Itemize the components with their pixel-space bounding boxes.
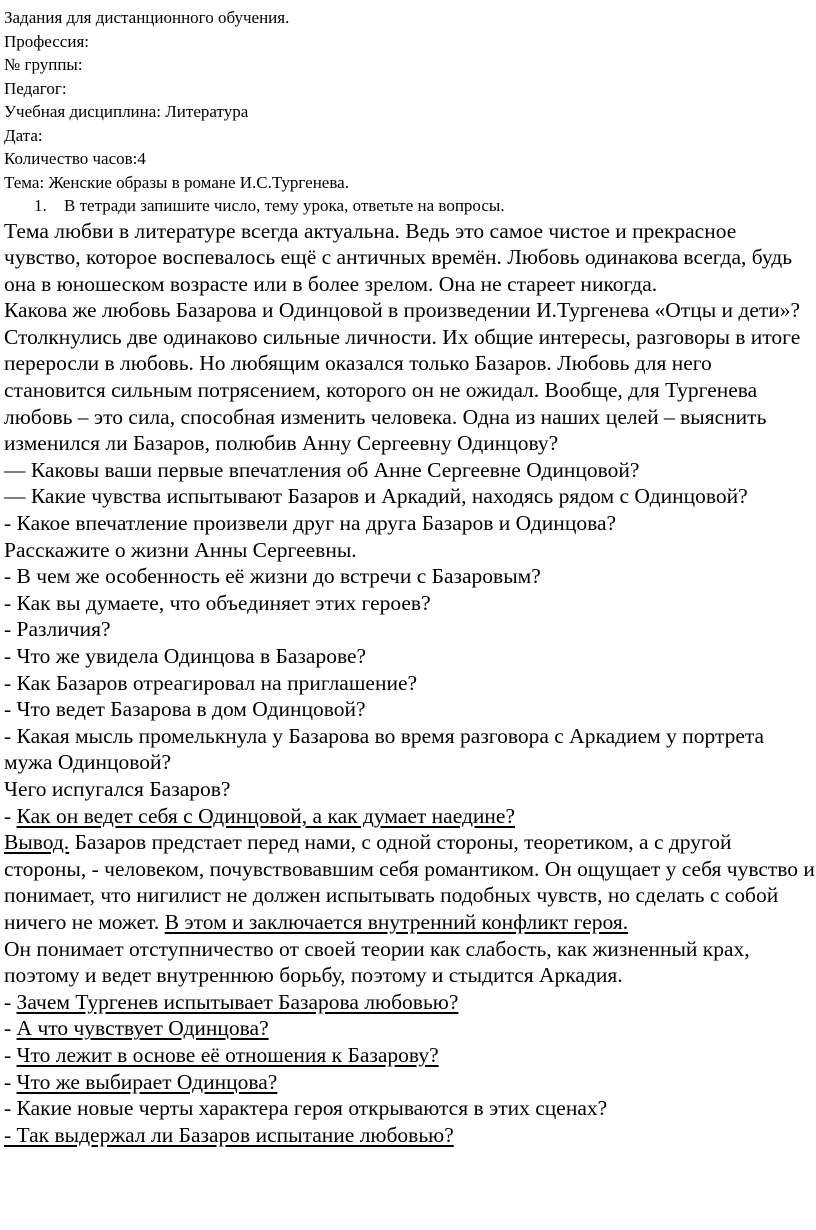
question-10: - Что ведет Базарова в дом Одинцовой? bbox=[4, 697, 366, 722]
topic-field: Тема: Женские образы в романе И.С.Тургенева. bbox=[4, 172, 349, 192]
question-4: Расскажите о жизни Анны Сергеевны. bbox=[4, 537, 357, 562]
paragraph-intro: Тема любви в литературе всегда актуальна. Ведь это самое чистое и прекрасное чувство, которое воспевалось ещё с античных времён. Любовь одинакова всегда, будь она в юношеском возрасте или в более зрелом. Она не стареет никогда. bbox=[4, 218, 793, 296]
teacher-field: Педагог: bbox=[4, 78, 67, 98]
paragraph-context: Столкнулись две одинаково сильные личности. Их общие интересы, разговоры в итоге переросли в любовь. Но любящим оказался только Базаров. Любовь для него становится сильным потрясением, которого он не ожидал. Вообще, для Тургенева любовь – это сила, способная изменить человека. Одна из наших целей – выяснить изменился ли Базаров, полюбив Анну Сергеевну Одинцову? bbox=[4, 324, 801, 456]
body-text bbox=[4, 218, 816, 1149]
question-7: - Различия? bbox=[4, 617, 111, 642]
question-15-text: А что чувствует Одинцова? bbox=[16, 1016, 269, 1041]
question-13-text: Как он ведет себя с Одинцовой, а как думает наедине? bbox=[16, 803, 515, 828]
question-14 bbox=[4, 989, 816, 1016]
question-17 bbox=[4, 1069, 816, 1096]
question-8: - Что же увидела Одинцова в Базарове? bbox=[4, 644, 367, 668]
conclusion-paragraph bbox=[4, 829, 816, 935]
conclusion-label: Вывод. bbox=[4, 830, 70, 855]
question-12: Чего испугался Базаров? bbox=[4, 776, 231, 801]
question-14-text: Зачем Тургенев испытывает Базарова любовью? bbox=[16, 989, 459, 1014]
question-19 bbox=[4, 1122, 816, 1149]
question-13 bbox=[4, 803, 816, 830]
profession-field: Профессия: bbox=[4, 31, 89, 51]
question-9: - Как Базаров отреагировал на приглашение? bbox=[4, 670, 418, 695]
question-6: - Как вы думаете, что объединяет этих героев? bbox=[4, 590, 431, 615]
question-18: - Какие новые черты характера героя открываются в этих сценах? bbox=[4, 1096, 608, 1121]
question-11: - Какая мысль промелькнула у Базарова во время разговора с Аркадием у портрета мужа Одинцовой? bbox=[4, 723, 765, 775]
paragraph-question-main: Какова же любовь Базарова и Одинцовой в произведении И.Тургенева «Отцы и дети»? bbox=[4, 298, 801, 323]
task-number: 1. bbox=[34, 196, 47, 215]
conclusion-underlined: В этом и заключается внутренний конфликт героя. bbox=[164, 909, 629, 934]
hours-field: Количество часов:4 bbox=[4, 149, 146, 168]
conclusion-text: Базаров предстает перед нами, с одной стороны, теоретиком, а с другой стороны, - человеком, почувствовавшим себя романтиком. Он ощущает у себя чувство и понимает, что нигилист не должен испытывать подобных чувств, но сделать с собой ничего не может. bbox=[4, 830, 815, 934]
question-16-dash: - bbox=[4, 1042, 17, 1067]
discipline-field: Учебная дисциплина: Литература bbox=[4, 102, 249, 121]
question-13-dash: - bbox=[4, 803, 17, 828]
question-14-dash: - bbox=[4, 989, 17, 1014]
question-2: — Какие чувства испытывают Базаров и Аркадий, находясь рядом с Одинцовой? bbox=[4, 484, 748, 509]
question-19-text: - Так выдержал ли Базаров испытание любовью? bbox=[4, 1122, 454, 1147]
header-block bbox=[4, 6, 816, 218]
doc-title: Задания для дистанционного обучения. bbox=[4, 8, 290, 27]
question-17-text: Что же выбирает Одинцова? bbox=[16, 1069, 278, 1094]
question-17-dash: - bbox=[4, 1069, 17, 1094]
question-16 bbox=[4, 1042, 816, 1069]
task-text: В тетради запишите число, тему урока, ответьте на вопросы. bbox=[64, 196, 505, 215]
question-5: - В чем же особенность её жизни до встречи с Базаровым? bbox=[4, 564, 541, 589]
question-1: — Каковы ваши первые впечатления об Анне Сергеевне Одинцовой? bbox=[4, 457, 640, 482]
question-15-dash: - bbox=[4, 1016, 17, 1041]
paragraph-struggle: Он понимает отступничество от своей теории как слабость, как жизненный крах, поэтому и ведет внутреннюю борьбу, поэтому и стыдится Аркадия. bbox=[4, 936, 750, 988]
question-15 bbox=[4, 1015, 816, 1042]
question-3: - Какое впечатление произвели друг на друга Базаров и Одинцова? bbox=[4, 511, 617, 536]
task-item bbox=[4, 194, 816, 218]
date-field: Дата: bbox=[4, 125, 43, 145]
group-field: № группы: bbox=[4, 55, 83, 74]
question-16-text: Что лежит в основе её отношения к Базарову? bbox=[16, 1042, 439, 1067]
